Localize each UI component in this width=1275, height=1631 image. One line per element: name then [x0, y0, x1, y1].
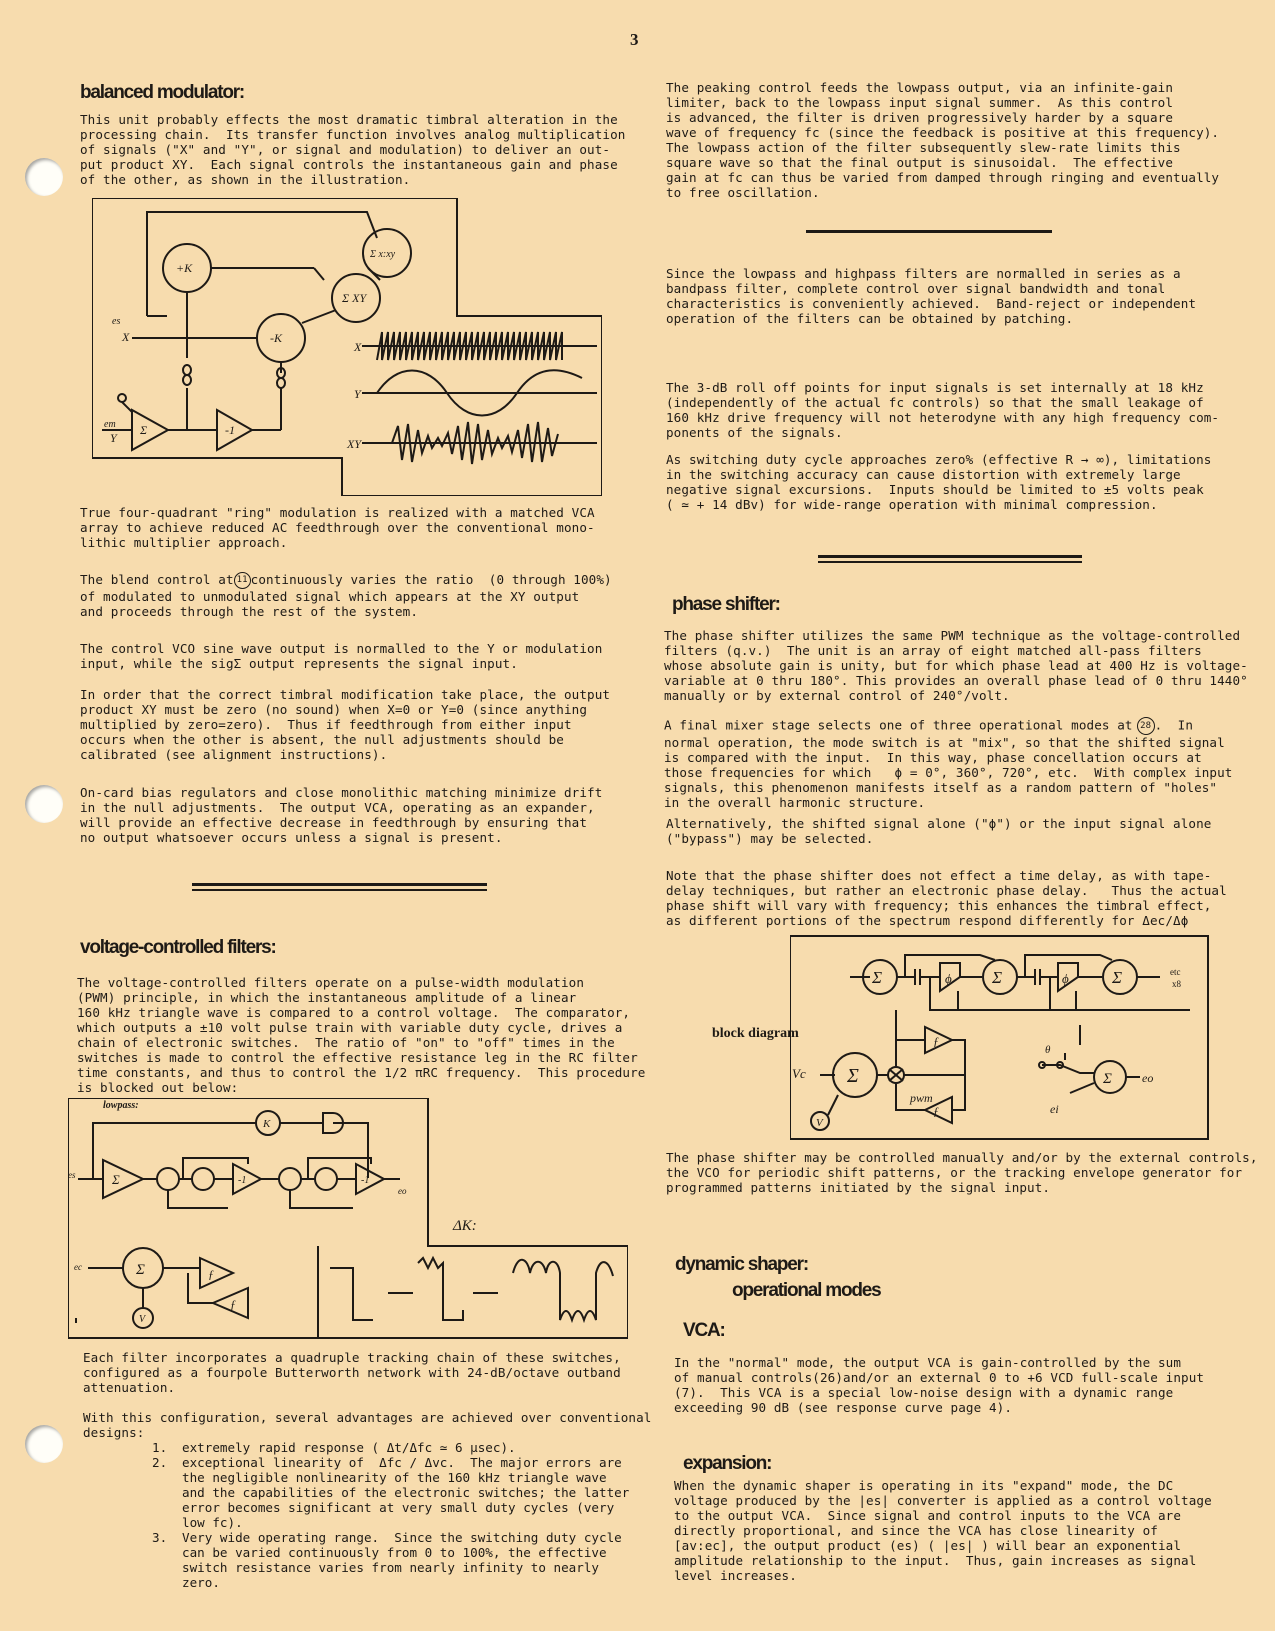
binder-hole-bottom — [25, 1425, 63, 1463]
vcf-heading: voltage-controlled filters: — [80, 937, 276, 958]
vcf-paragraph-1: The voltage-controlled filters operate on a pulse-width modulation (PWM) principle, in which the instantaneous amplitude of a linear 160 kHz triangle wave is compared to a control voltage. The comparator, which outputs a ±10 volt pulse train with variable duty cycle, drives a chain of electronic switches. The ratio of "on" to "off" times in the switches is made to control the effective resistance leg in the RC filter time constants, and thus to control the 1/2 πRC frequency. This procedure is blocked out below: — [77, 975, 646, 1095]
p3-lead: The blend control at — [80, 572, 234, 587]
phase-shifter-diagram — [790, 935, 1210, 1140]
ps-v-label: V — [816, 1117, 823, 1129]
mode-switch-marker: 28 — [1137, 717, 1155, 735]
balanced-modulator-paragraph-4: The control VCO sine wave output is normalled to the Y or modulation input, while the sigΣ output represents the signal input. — [80, 641, 603, 671]
ps-eo-label: eo — [1142, 1071, 1154, 1085]
ps-x8-label: x8 — [1172, 979, 1181, 989]
balanced-modulator-paragraph-3 — [80, 572, 612, 619]
lowpass-label: lowpass: — [103, 1100, 139, 1111]
balanced-modulator-diagram — [92, 198, 602, 496]
ps-sigma-2: Σ — [992, 968, 1003, 987]
y-input-label: Y — [110, 431, 117, 445]
ps-theta-label: θ — [1045, 1044, 1051, 1056]
vcf-advantages-list — [152, 1440, 632, 1590]
ps-etc-label: etc — [1170, 967, 1181, 977]
ps-phi-1: ϕ — [945, 971, 952, 986]
operational-modes-subheading: operational modes — [732, 1280, 881, 1301]
vcf-paragraph-3: With this configuration, several advantages are achieved over conventional designs: — [83, 1410, 652, 1440]
k-label: K — [263, 1118, 271, 1130]
vcf-eo-label: eo — [398, 1186, 407, 1196]
list-item-text: Very wide operating range. Since the switching duty cycle can be varied continuously from 0 to 100%, the effective switch resistance varies from nearly infinity to nearly zero. — [182, 1530, 622, 1590]
ps-sigma-1: Σ — [872, 968, 883, 987]
vca-heading: VCA: — [683, 1320, 725, 1341]
vcf-v-label: V — [139, 1314, 146, 1325]
plus-k-label: +K — [176, 261, 193, 275]
vcf-f-1: ƒ — [208, 1267, 214, 1281]
block-diagram-label: block diagram — [712, 1026, 799, 1041]
sum-xy-label: Σ XY — [342, 291, 367, 305]
vcf-block-diagram — [68, 1098, 628, 1346]
phase-shifter-paragraph-4: Note that the phase shifter does not effect a time delay, as with tape- delay techniques, but rather an electronic phase delay. Thus the actual phase shift will vary with frequency; this enhances the timbral effect, as different portions of the spectrum respond differently for Δec/Δϕ — [666, 868, 1227, 928]
sum-xxy-label: Σ x:xy — [370, 249, 396, 260]
page-number: 3 — [630, 30, 639, 49]
blend-control-marker: 11 — [234, 572, 251, 589]
ps-sigma-big: Σ — [847, 1065, 859, 1087]
vcf-es-label: es — [68, 1170, 76, 1180]
em-label: em — [104, 419, 116, 430]
list-item — [152, 1455, 632, 1530]
phase-shifter-paragraph-5: The phase shifter may be controlled manually and/or by the external controls, the VCO for periodic shift patterns, or the tracking envelope generator for programmed patterns initiated by the signal input. — [666, 1150, 1258, 1195]
wave-xy-label: XY — [347, 437, 362, 451]
vca-paragraph: In the "normal" mode, the output VCA is gain-controlled by the sum of manual controls(26)and/or an external 0 to +6 VCD full-scale input (7). This VCA is a special low-noise design with a dynamic range exceeding 90 dB (see response curve page 4). — [674, 1355, 1205, 1415]
binder-hole-middle — [25, 785, 63, 823]
list-item — [152, 1440, 632, 1455]
balanced-modulator-paragraph-2: True four-quadrant "ring" modulation is realized with a matched VCA array to achieve reduced AC feedthrough over the conventional mono- lithic multiplier approach. — [80, 505, 595, 550]
list-item — [152, 1530, 632, 1590]
wave-y-label: Y — [354, 387, 361, 401]
vcf-sigma-1: Σ — [112, 1172, 120, 1187]
vcf-sigma-2: Σ — [136, 1262, 145, 1278]
filters-paragraph-3: As switching duty cycle approaches zero% (effective R → ∞), limitations in the switching accuracy can cause distortion with extremely large negative signal excursions. Inputs should be limited to ±5 volts peak ( ≃ + 14 dBv) for wide-range operation with minimal compression. — [666, 452, 1212, 512]
p2-lead: A final mixer stage selects one of three operational modes at — [664, 717, 1133, 733]
ps-sigma-3: Σ — [1112, 968, 1123, 987]
ps-vc-label: Vc — [792, 1066, 806, 1081]
minus-one-amp-label: -1 — [225, 423, 235, 437]
ps-sigma-mix: Σ — [1103, 1071, 1112, 1087]
expansion-heading: expansion: — [683, 1453, 772, 1474]
balanced-modulator-paragraph-6: On-card bias regulators and close monolithic matching minimize drift in the null adjustments. The output VCA, operating as an expander, will provide an effective decrease in feedthrough by ensuring that no output whatsoever occurs unless a signal is present. — [80, 785, 603, 845]
es-label: es — [112, 316, 121, 327]
phase-shifter-paragraph-1: The phase shifter utilizes the same PWM technique as the voltage-controlled filters (q.v.) The unit is an array of eight matched all-pass filters whose absolute gain is unity, but for which phase lead at 400 Hz is voltage- variable at 0 thru 180°. This provides an overall phase lead of 0 thru 1440° manually or by external control of 240°/volt. — [664, 628, 1248, 703]
vcf-f-2: ƒ — [230, 1297, 236, 1311]
x-input-label: X — [122, 330, 130, 344]
p2-rest: normal operation, the mode switch is at "mix", so that the shifted signal is compared with the input. In this way, phase concellation occurs at those frequencies for which ϕ = 0°, 360°, 720°, etc. With complex input signals, this phenomenon manifests itself as a random pattern of "holes" in the overall harmonic structure. — [664, 735, 1233, 810]
ps-ei-label: ei — [1050, 1102, 1059, 1116]
balanced-modulator-paragraph-1: This unit probably effects the most dramatic timbral alteration in the processing chain. Its transfer function involves analog multiplication of signals ("X" and "Y", or signal and modulation) to deliver an out- put product XY. Each signal controls the instantaneous gain and phase of the other, as shown in the illustration. — [80, 112, 626, 187]
sigma-amp-label: Σ — [140, 423, 148, 437]
balanced-modulator-heading: balanced modulator: — [80, 82, 245, 103]
phase-shifter-heading: phase shifter: — [672, 594, 780, 615]
filters-paragraph-2: The 3-dB roll off points for input signals is set internally at 18 kHz (independently of the actual fc controls) so that the small leakage of 160 kHz drive frequency will not heterodyne with any high frequency com- ponents of the signals. — [666, 380, 1220, 440]
section-divider-right-2 — [818, 555, 1082, 563]
section-divider-right-1 — [806, 230, 1052, 233]
vcf-paragraph-2: Each filter incorporates a quadruple tracking chain of these switches, configured as a fourpole Butterworth network with 24-dB/octave outband attenuation. — [83, 1350, 621, 1395]
list-item-number: 3. — [152, 1530, 168, 1545]
vcf-minus-one-2: -1 — [361, 1175, 370, 1186]
ps-phi-2: ϕ — [1062, 971, 1069, 986]
phase-shifter-paragraph-3: Alternatively, the shifted signal alone ("ϕ") or the input signal alone ("bypass") may be selected. — [666, 816, 1212, 846]
p2-tail: . In — [1154, 717, 1194, 733]
filters-paragraph-1: Since the lowpass and highpass filters are normalled in series as a bandpass filter, complete control over signal bandwidth and tonal characteristics is conveniently achieved. Band-reject or independent operation of the filters can be obtained by patching. — [666, 266, 1197, 326]
ps-f-1: ƒ — [933, 1034, 939, 1048]
phase-shifter-paragraph-2 — [664, 717, 1232, 810]
p3-rest: continuously varies the ratio (0 through 100%) of modulated to unmodulated signal which appears at the XY output and proceeds through the rest of the system. — [80, 572, 612, 619]
wave-x-label: X — [354, 340, 362, 354]
vcf-ec-label: ec — [74, 1262, 82, 1272]
section-divider-left — [192, 883, 487, 891]
expansion-paragraph: When the dynamic shaper is operating in its "expand" mode, the DC voltage produced by the |es| converter is applied as a control voltage to the output VCA. Since signal and control inputs to the VCA are directly proportional, and since the VCA has close linearity of [av:ec], the output product (es) ( |es| ) will bear an exponential amplitude relationship to the input. Thus, gain increases as signal level increases. — [674, 1478, 1212, 1583]
dynamic-shaper-heading: dynamic shaper: — [675, 1254, 808, 1275]
delta-k-label: ΔK: — [453, 1218, 477, 1234]
balanced-modulator-paragraph-5: In order that the correct timbral modification take place, the output product XY must be zero (no sound) when X=0 or Y=0 (since anything multiplied by zero=zero). Thus if feedthrough from either input occurs when the other is absent, the null adjustments should be calibrated (see alignment instructions). — [80, 687, 611, 762]
ps-f-2: ƒ — [933, 1104, 939, 1118]
minus-k-label: -K — [270, 331, 282, 345]
ps-pwm-label: pwm — [910, 1091, 933, 1105]
list-item-number: 2. — [152, 1455, 168, 1470]
list-item-number: 1. — [152, 1440, 168, 1455]
binder-hole-top — [25, 158, 63, 196]
peaking-paragraph: The peaking control feeds the lowpass output, via an infinite-gain limiter, back to the lowpass input signal summer. As this control is advanced, the filter is driven progressively harder by a square wave of frequency fc (since the feedback is positive at this frequency). The lowpass action of the filter subsequently slew-rate limits this square wave so that the final output is sinusoidal. The effective gain at fc can thus be varied from damped through ringing and eventually to free oscillation. — [666, 80, 1220, 200]
vcf-minus-one-1: -1 — [238, 1175, 247, 1186]
list-item-text: extremely rapid response ( Δt/Δfc ≃ 6 µsec). — [182, 1440, 516, 1455]
list-item-text: exceptional linearity of Δfc / Δvc. The major errors are the negligible nonlinearity of the 160 kHz triangle wave and the capabilities of the electronic switches; the latter error becomes significant at very small duty cycles (very low fc). — [182, 1455, 630, 1530]
